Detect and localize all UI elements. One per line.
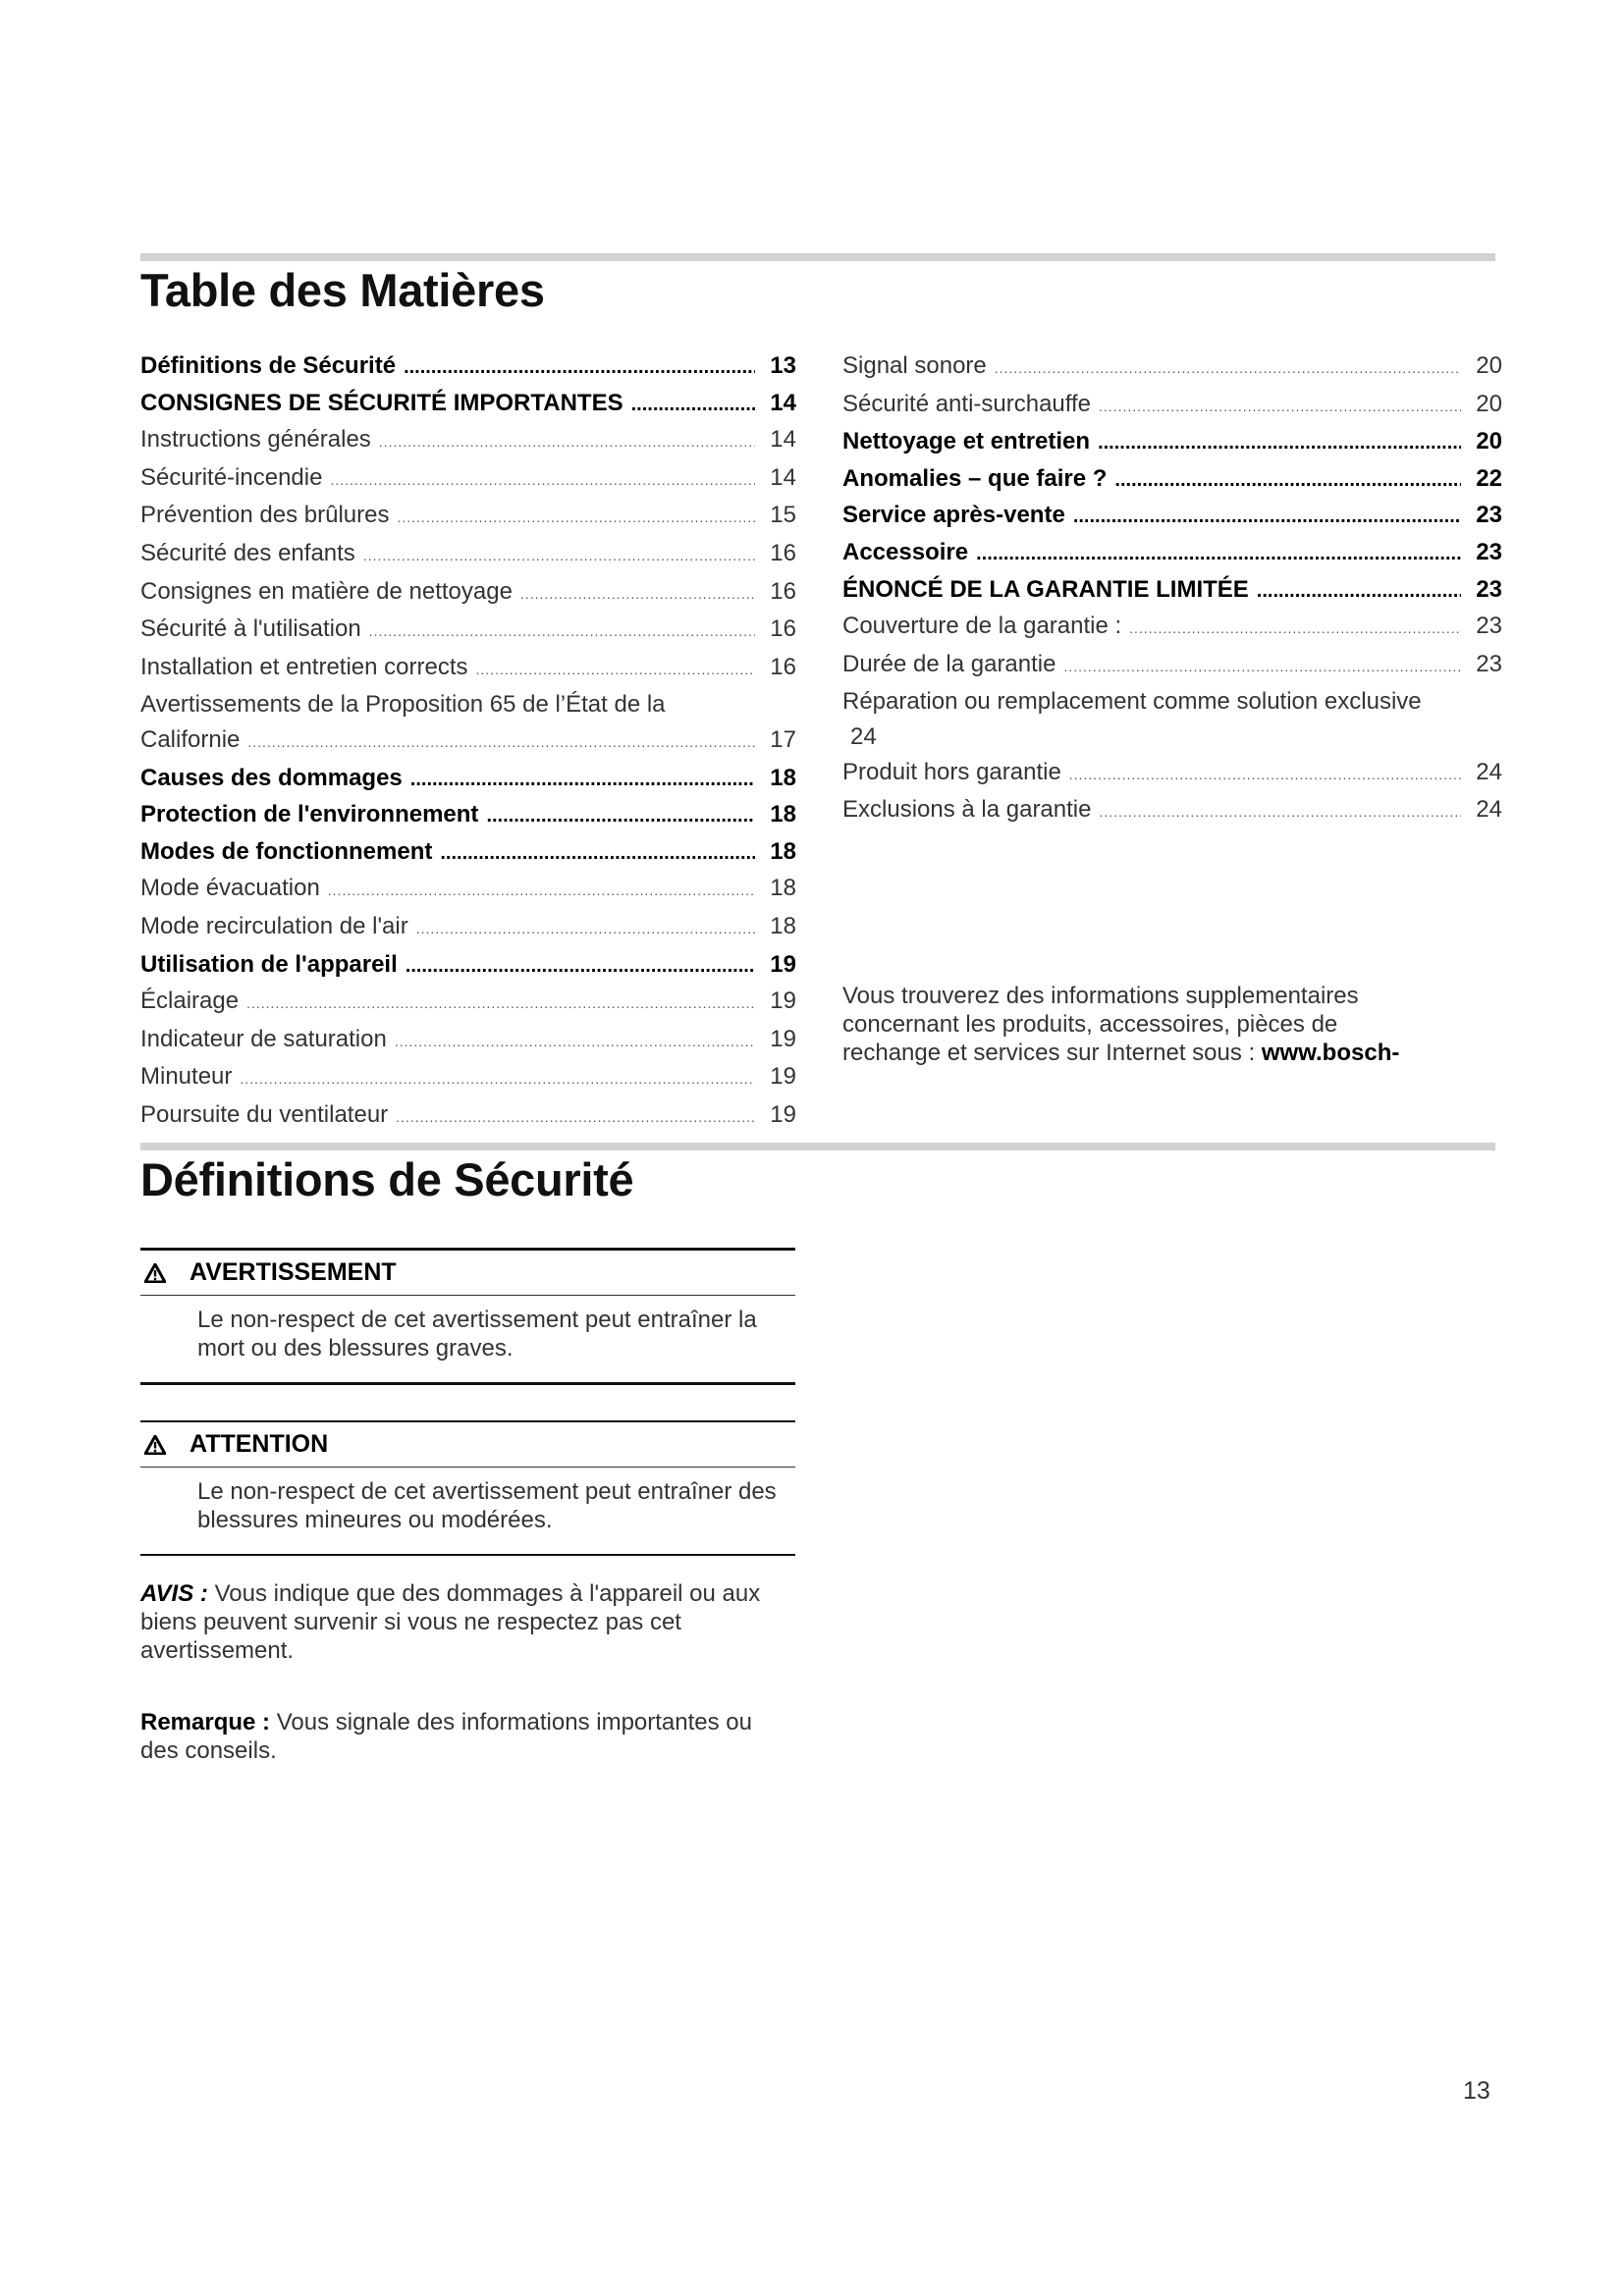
toc-entry-label: Poursuite du ventilateur [140, 1100, 389, 1128]
toc-entry-label: Éclairage [140, 988, 240, 1015]
toc-right-column [842, 348, 1502, 830]
toc-page-number: 16 [770, 577, 796, 605]
toc-entry[interactable] [140, 574, 796, 613]
toc-dot-leader [416, 912, 755, 947]
toc-entry[interactable] [140, 1097, 796, 1136]
toc-dot-leader [395, 1025, 755, 1060]
toc-page-number: 14 [770, 463, 796, 491]
toc-entry-label: Sécurité anti-surchauffe [842, 390, 1092, 417]
toc-dot-leader [240, 1062, 755, 1097]
toc-page-number: 13 [770, 352, 796, 379]
toc-entry[interactable] [842, 387, 1502, 425]
toc-entry[interactable] [140, 1059, 796, 1097]
toc-entry[interactable] [140, 947, 796, 985]
toc-dot-leader [397, 501, 755, 536]
warning-header [140, 1251, 795, 1296]
toc-dot-leader [396, 1100, 755, 1136]
toc-entry-label: Exclusions à la garantie [842, 796, 1092, 824]
toc-entry[interactable] [140, 650, 796, 688]
toc-entry-label: Sécurité des enfants [140, 539, 355, 566]
toc-entry-label: Indicateur de saturation [140, 1025, 387, 1052]
toc-entry-continuation[interactable]: Avertissements de la Proposition 65 de l’État de la [140, 691, 666, 719]
toc-dot-leader [476, 653, 755, 688]
toc-page-number: 16 [770, 539, 796, 566]
caution-header [140, 1422, 795, 1468]
toc-dot-leader [330, 463, 755, 499]
toc-dot-leader [247, 725, 755, 761]
toc-page-number: 20 [1476, 390, 1502, 417]
toc-page-number: 19 [770, 1100, 796, 1128]
toc-entry[interactable] [842, 755, 1502, 793]
toc-entry[interactable] [140, 386, 796, 423]
warning-triangle-icon [144, 1263, 166, 1283]
toc-entry-label: Couverture de la garantie : [842, 613, 1122, 640]
toc-page-number: 18 [770, 875, 796, 902]
toc-entry-label: Service après-vente [842, 502, 1065, 529]
toc-entry[interactable] [140, 348, 796, 386]
toc-entry[interactable] [140, 498, 796, 536]
toc-entry[interactable] [140, 460, 796, 499]
toc-entry-label: Mode évacuation [140, 875, 320, 902]
toc-header-rule [140, 253, 1495, 261]
toc-entry[interactable] [140, 761, 796, 798]
toc-entry[interactable] [140, 722, 796, 761]
toc-entry-label: Définitions de Sécurité [140, 352, 397, 379]
info-note-line: concernant les produits, accessoires, pièces de [842, 1011, 1338, 1038]
toc-page-number: 18 [770, 837, 796, 865]
toc-entry[interactable] [140, 984, 796, 1022]
toc-dot-leader [246, 987, 755, 1022]
toc-entry[interactable] [842, 424, 1502, 461]
toc-entry[interactable] [140, 797, 796, 834]
toc-dot-leader [1063, 650, 1461, 685]
toc-entry-label: Produit hors garantie [842, 758, 1061, 785]
toc-title: Table des Matières [140, 264, 545, 316]
toc-entry-label: Sécurité à l'utilisation [140, 615, 361, 643]
toc-entry-label: Prévention des brûlures [140, 502, 390, 529]
toc-dot-leader [1099, 795, 1461, 830]
notice-text: Vous indique que des dommages à l'appareil ou aux biens peuvent survenir si vous ne respectez pas cet avertissement. [140, 1580, 761, 1664]
toc-page-number: 14 [770, 389, 796, 416]
toc-page-number: 23 [1476, 650, 1502, 677]
toc-page-number: 19 [770, 1063, 796, 1091]
toc-entry-label: Durée de la garantie [842, 650, 1056, 677]
toc-dot-leader [1257, 574, 1461, 610]
toc-entry[interactable] [842, 498, 1502, 535]
toc-entry-label: Modes de fonctionnement [140, 837, 433, 865]
toc-page-number: 24 [1476, 758, 1502, 785]
toc-page-number: 23 [1476, 575, 1502, 603]
toc-entry[interactable] [842, 792, 1502, 830]
toc-entry-label: Californie [140, 725, 241, 753]
toc-page-number: 14 [770, 426, 796, 454]
toc-dot-leader [1099, 390, 1461, 425]
info-note-text: rechange et services sur Internet sous : [842, 1040, 1262, 1066]
info-note [842, 982, 1520, 1067]
toc-entry[interactable] [842, 609, 1502, 647]
toc-page-number: 18 [770, 912, 796, 939]
toc-entry[interactable] [140, 909, 796, 947]
toc-entry-continuation[interactable]: Réparation ou remplacement comme solution exclusive [842, 688, 1422, 716]
toc-page-number: 16 [770, 615, 796, 643]
info-note-line [842, 1039, 1520, 1067]
toc-entry-label: Nettoyage et entretien [842, 428, 1091, 455]
toc-entry[interactable] [140, 422, 796, 460]
toc-entry-label: Protection de l'environnement [140, 801, 479, 828]
warning-box [140, 1248, 795, 1385]
toc-page-number: 18 [770, 801, 796, 828]
toc-page-number: 23 [1476, 538, 1502, 565]
toc-dot-leader [369, 614, 755, 650]
toc-page-number: 22 [1476, 464, 1502, 492]
caution-triangle-icon [144, 1435, 166, 1455]
toc-page-number: 19 [770, 950, 796, 978]
definitions-header-rule [140, 1143, 1495, 1150]
toc-page-number: 17 [770, 725, 796, 753]
toc-entry[interactable] [140, 1022, 796, 1060]
note-paragraph [140, 1708, 795, 1765]
toc-dot-leader [995, 351, 1461, 387]
caution-box [140, 1420, 795, 1556]
toc-dot-leader [440, 836, 755, 872]
toc-dot-leader [379, 425, 755, 460]
toc-entry-label: Utilisation de l'appareil [140, 950, 398, 978]
toc-dot-leader [976, 537, 1461, 572]
box-rule [140, 1382, 795, 1385]
toc-entry-label: Minuteur [140, 1063, 233, 1091]
toc-page-number: 16 [770, 653, 796, 680]
toc-dot-leader [1129, 612, 1461, 647]
toc-dot-leader [1098, 426, 1461, 461]
toc-entry-label: Causes des dommages [140, 764, 403, 791]
box-rule [140, 1554, 795, 1556]
toc-entry-label: Consignes en matière de nettoyage [140, 577, 513, 605]
caution-text: Le non-respect de cet avertissement peut entraîner des blessures mineures ou modérées. [197, 1478, 777, 1533]
toc-dot-leader [363, 539, 755, 574]
toc-dot-leader [1073, 500, 1461, 535]
toc-dot-leader [410, 763, 755, 798]
toc-entry[interactable] [842, 461, 1502, 499]
toc-page-number: 20 [1476, 428, 1502, 455]
toc-entry-label: Instructions générales [140, 426, 371, 454]
toc-dot-leader [520, 577, 755, 613]
toc-entry-label: Sécurité-incendie [140, 463, 323, 491]
toc-page-number: 24 [1476, 796, 1502, 824]
toc-dot-leader [1069, 758, 1461, 793]
toc-dot-leader [486, 799, 755, 834]
toc-entry[interactable] [140, 536, 796, 574]
toc-page-number: 15 [770, 502, 796, 529]
toc-entry-label: Anomalies – que faire ? [842, 464, 1108, 492]
toc-entry[interactable] [842, 348, 1502, 387]
toc-entry-label: Installation et entretien corrects [140, 653, 468, 680]
toc-page-number: 19 [770, 1025, 796, 1052]
toc-dot-leader [406, 949, 755, 985]
notice-label: AVIS : [140, 1580, 208, 1607]
toc-entry[interactable] [842, 535, 1502, 572]
toc-left-column [140, 348, 796, 1135]
caution-label: ATTENTION [189, 1430, 329, 1458]
toc-entry-continuation[interactable]: 24 [850, 722, 877, 750]
toc-entry-label: Signal sonore [842, 352, 987, 379]
note-text: Vous signale des informations importantes ou des conseils. [140, 1709, 752, 1764]
toc-dot-leader [328, 874, 755, 909]
website-link[interactable]: www.bosch- [1261, 1040, 1400, 1066]
toc-entry[interactable] [140, 871, 796, 909]
toc-entry[interactable] [140, 612, 796, 650]
notice-paragraph [140, 1579, 795, 1665]
toc-page-number: 23 [1476, 613, 1502, 640]
toc-dot-leader [404, 350, 755, 386]
toc-page-number: 20 [1476, 352, 1502, 379]
toc-entry-label: ÉNONCÉ DE LA GARANTIE LIMITÉE [842, 575, 1249, 603]
toc-entry[interactable] [842, 647, 1502, 685]
toc-entry-label: CONSIGNES DE SÉCURITÉ IMPORTANTES [140, 389, 623, 416]
toc-dot-leader [631, 388, 755, 423]
toc-dot-leader [1114, 463, 1461, 499]
definitions-title: Définitions de Sécurité [140, 1153, 634, 1205]
toc-page-number: 18 [770, 764, 796, 791]
toc-entry-label: Mode recirculation de l'air [140, 912, 408, 939]
toc-entry-label: Accessoire [842, 538, 969, 565]
toc-entry[interactable] [842, 572, 1502, 610]
info-note-line: Vous trouverez des informations supplementaires [842, 983, 1359, 1009]
warning-label: AVERTISSEMENT [189, 1258, 397, 1286]
warning-text: Le non-respect de cet avertissement peut entraîner la mort ou des blessures graves. [197, 1307, 757, 1362]
note-label: Remarque : [140, 1709, 271, 1735]
toc-page-number: 23 [1476, 502, 1502, 529]
page-number: 13 [1463, 2077, 1490, 2105]
toc-entry[interactable] [140, 834, 796, 872]
toc-page-number: 19 [770, 988, 796, 1015]
